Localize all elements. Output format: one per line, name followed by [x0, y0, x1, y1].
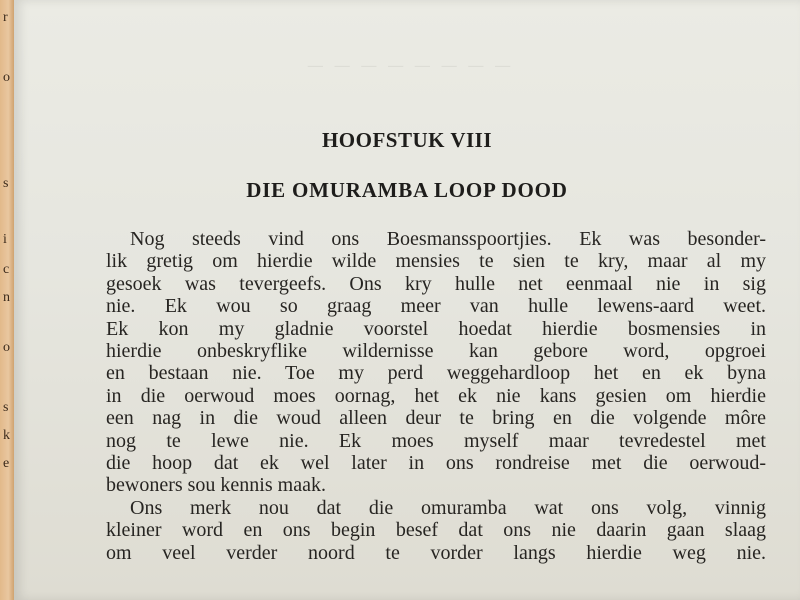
text-line: bewoners sou kennis maak.	[106, 474, 326, 497]
edge-letter: c	[3, 262, 10, 277]
adjacent-page-letters	[0, 0, 14, 600]
text-line: een nag in die woud alleen deur te bring en die volgende môre	[106, 407, 766, 430]
text-line: hierdie onbeskryflike wildernisse kan gebore word, opgroei	[106, 340, 766, 363]
text-line: in die oerwoud moes oornag, het ek nie kans gesien om hierdie	[106, 384, 766, 407]
text-line: nie. Ek wou so graag meer van hulle lewens-aard weet.	[106, 295, 766, 318]
text-line: Ek kon my gladnie voorstel hoedat hierdie bosmensies in	[106, 317, 766, 340]
paragraph	[106, 497, 766, 564]
chapter-number: HOOFSTUK VIII	[321, 128, 493, 152]
text-line: Ons merk nou dat die omuramba wat ons volg, vinnig	[130, 496, 766, 519]
text-line: nog te lewe nie. Ek moes myself maar tevredestel met	[106, 429, 766, 452]
edge-letter: i	[3, 232, 7, 247]
edge-letter: k	[3, 428, 10, 443]
paragraph	[106, 228, 766, 497]
text-line: Nog steeds vind ons Boesmansspoortjies. Ek was besonder-	[130, 228, 766, 250]
edge-letter: r	[3, 10, 8, 25]
chapter-title: DIE OMURAMBA LOOP DOOD	[246, 178, 568, 202]
edge-letter: o	[3, 340, 10, 355]
edge-letter: s	[3, 176, 9, 191]
show-through-header: — — — — — — — —	[303, 58, 511, 74]
text-line: om veel verder noord te vorder langs hierdie weg nie.	[106, 541, 766, 564]
text-line: lik gretig om hierdie wilde mensies te sien te kry, maar al my	[106, 250, 766, 273]
edge-letter: o	[3, 70, 10, 85]
edge-letter: s	[3, 400, 9, 415]
edge-letter: e	[3, 456, 10, 471]
body-text	[106, 228, 766, 564]
text-line: gesoek was tevergeefs. Ons kry hulle net eenmaal nie in sig	[106, 272, 766, 295]
text-line: en bestaan nie. Toe my perd weggehardloop het en ek byna	[106, 362, 766, 385]
text-line: die hoop dat ek wel later in ons rondreise met die oerwoud-	[106, 452, 766, 475]
book-page	[14, 0, 800, 600]
text-line: kleiner word en ons begin besef dat ons nie daarin gaan slaag	[106, 519, 766, 542]
edge-letter: n	[3, 290, 10, 305]
